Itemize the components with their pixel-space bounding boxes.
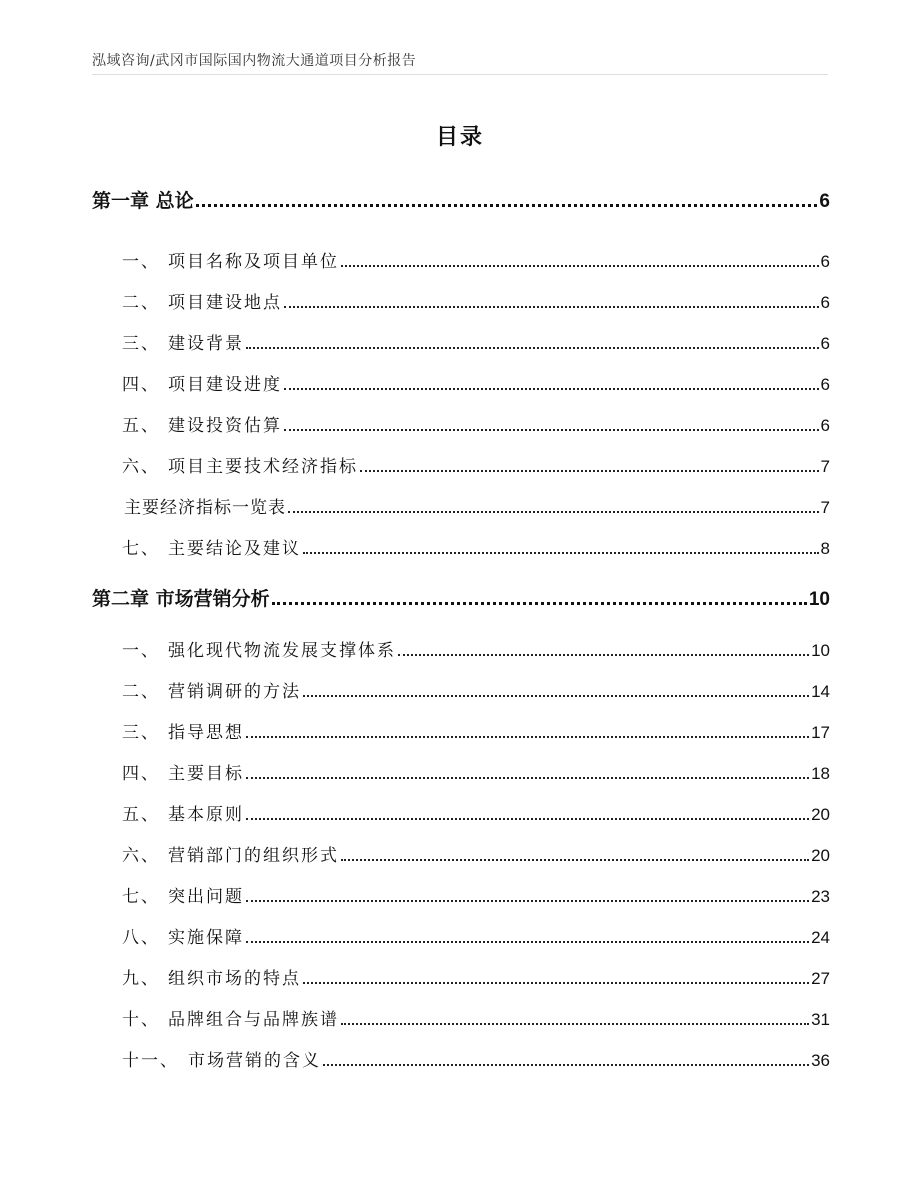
dot-leader (284, 306, 819, 308)
toc-chapter-1[interactable] (92, 186, 830, 213)
toc-page-number: 24 (811, 928, 830, 947)
toc-page-number: 17 (811, 723, 830, 742)
dot-leader (341, 859, 809, 861)
toc-section-number: 四、 (122, 764, 160, 784)
dot-leader (196, 204, 818, 207)
table-of-contents (92, 0, 830, 1191)
dot-leader (246, 900, 809, 902)
toc-page-number: 10 (808, 589, 830, 610)
toc-page-number: 23 (811, 887, 830, 906)
toc-section[interactable] (92, 452, 830, 477)
toc-section[interactable] (92, 677, 830, 702)
toc-section-number: 四、 (122, 375, 160, 395)
dot-leader (246, 736, 809, 738)
toc-page-number: 10 (811, 641, 830, 660)
toc-entry-label: 主要目标 (168, 764, 244, 784)
dot-leader (360, 470, 819, 472)
toc-subentry[interactable] (92, 493, 830, 518)
toc-section-number: 一、 (122, 252, 160, 272)
toc-section[interactable] (92, 759, 830, 784)
toc-entry-label: 主要经济指标一览表 (124, 498, 286, 518)
toc-section[interactable] (92, 534, 830, 559)
dot-leader (323, 1064, 809, 1066)
dot-leader (246, 941, 809, 943)
toc-section[interactable] (92, 370, 830, 395)
toc-section[interactable] (92, 923, 830, 948)
dot-leader (246, 347, 819, 349)
toc-entry-label: 组织市场的特点 (168, 969, 301, 989)
toc-entry-label: 主要结论及建议 (168, 539, 301, 559)
toc-entry-label: 项目名称及项目单位 (168, 252, 339, 272)
dot-leader (341, 1023, 809, 1025)
toc-entry-label: 强化现代物流发展支撑体系 (168, 641, 396, 661)
toc-entry-label: 品牌组合与品牌族谱 (168, 1010, 339, 1030)
toc-entry-label: 市场营销的含义 (188, 1051, 321, 1071)
toc-section-number: 三、 (122, 723, 160, 743)
toc-section[interactable] (92, 329, 830, 354)
running-header: 泓域咨询/武冈市国际国内物流大通道项目分析报告 (92, 53, 417, 69)
toc-entry-label: 建设背景 (168, 334, 244, 354)
toc-page-number: 31 (811, 1010, 830, 1029)
toc-page-number: 6 (820, 252, 830, 271)
toc-section[interactable] (92, 800, 830, 825)
toc-section-number: 二、 (122, 293, 160, 313)
toc-page-number: 27 (811, 969, 830, 988)
dot-leader (303, 982, 809, 984)
toc-entry-label: 营销调研的方法 (168, 682, 301, 702)
toc-entry-label: 第一章 总论 (92, 190, 194, 212)
toc-page-number: 6 (820, 293, 830, 312)
toc-title: 目录 (435, 125, 484, 150)
dot-leader (341, 265, 819, 267)
dot-leader (284, 429, 819, 431)
toc-section[interactable] (92, 1046, 830, 1071)
toc-page-number: 18 (811, 764, 830, 783)
toc-section[interactable] (92, 411, 830, 436)
dot-leader (303, 695, 809, 697)
toc-page-number: 6 (819, 191, 830, 212)
toc-entry-label: 第二章 市场营销分析 (92, 588, 270, 610)
toc-entry-label: 突出问题 (168, 887, 244, 907)
toc-section-number: 七、 (122, 539, 160, 559)
toc-section-number: 六、 (122, 457, 160, 477)
toc-section[interactable] (92, 288, 830, 313)
toc-section[interactable] (92, 636, 830, 661)
toc-section[interactable] (92, 841, 830, 866)
toc-section-number: 五、 (122, 805, 160, 825)
dot-leader (284, 388, 819, 390)
toc-section-number: 三、 (122, 334, 160, 354)
toc-entry-label: 项目主要技术经济指标 (168, 457, 358, 477)
dot-leader (303, 552, 819, 554)
toc-section-number: 二、 (122, 682, 160, 702)
toc-entry-label: 指导思想 (168, 723, 244, 743)
toc-page-number: 6 (820, 416, 830, 435)
toc-entry-label: 营销部门的组织形式 (168, 846, 339, 866)
toc-section-number: 八、 (122, 928, 160, 948)
dot-leader (246, 777, 809, 779)
toc-page-number: 36 (811, 1051, 830, 1070)
toc-section[interactable] (92, 247, 830, 272)
toc-section-number: 七、 (122, 887, 160, 907)
toc-page-number: 6 (820, 334, 830, 353)
toc-section[interactable] (92, 882, 830, 907)
toc-section-number: 九、 (122, 969, 160, 989)
toc-entry-label: 实施保障 (168, 928, 244, 948)
dot-leader (398, 654, 809, 656)
toc-page-number: 14 (811, 682, 830, 701)
toc-section[interactable] (92, 964, 830, 989)
toc-chapter-2[interactable] (92, 584, 830, 611)
toc-page-number: 20 (811, 805, 830, 824)
toc-section[interactable] (92, 1005, 830, 1030)
toc-section[interactable] (92, 718, 830, 743)
toc-page-number: 7 (820, 498, 830, 517)
toc-page-number: 7 (820, 457, 830, 476)
dot-leader (246, 818, 809, 820)
toc-entry-label: 项目建设进度 (168, 375, 282, 395)
toc-page-number: 6 (820, 375, 830, 394)
dot-leader (288, 511, 819, 513)
toc-section-number: 十一、 (122, 1051, 179, 1071)
toc-section-number: 一、 (122, 641, 160, 661)
toc-entry-label: 项目建设地点 (168, 293, 282, 313)
toc-section-number: 十、 (122, 1010, 160, 1030)
toc-section-number: 六、 (122, 846, 160, 866)
toc-page-number: 20 (811, 846, 830, 865)
toc-page-number: 8 (820, 539, 830, 558)
toc-section-number: 五、 (122, 416, 160, 436)
dot-leader (272, 602, 807, 605)
toc-entry-label: 建设投资估算 (168, 416, 282, 436)
toc-entry-label: 基本原则 (168, 805, 244, 825)
